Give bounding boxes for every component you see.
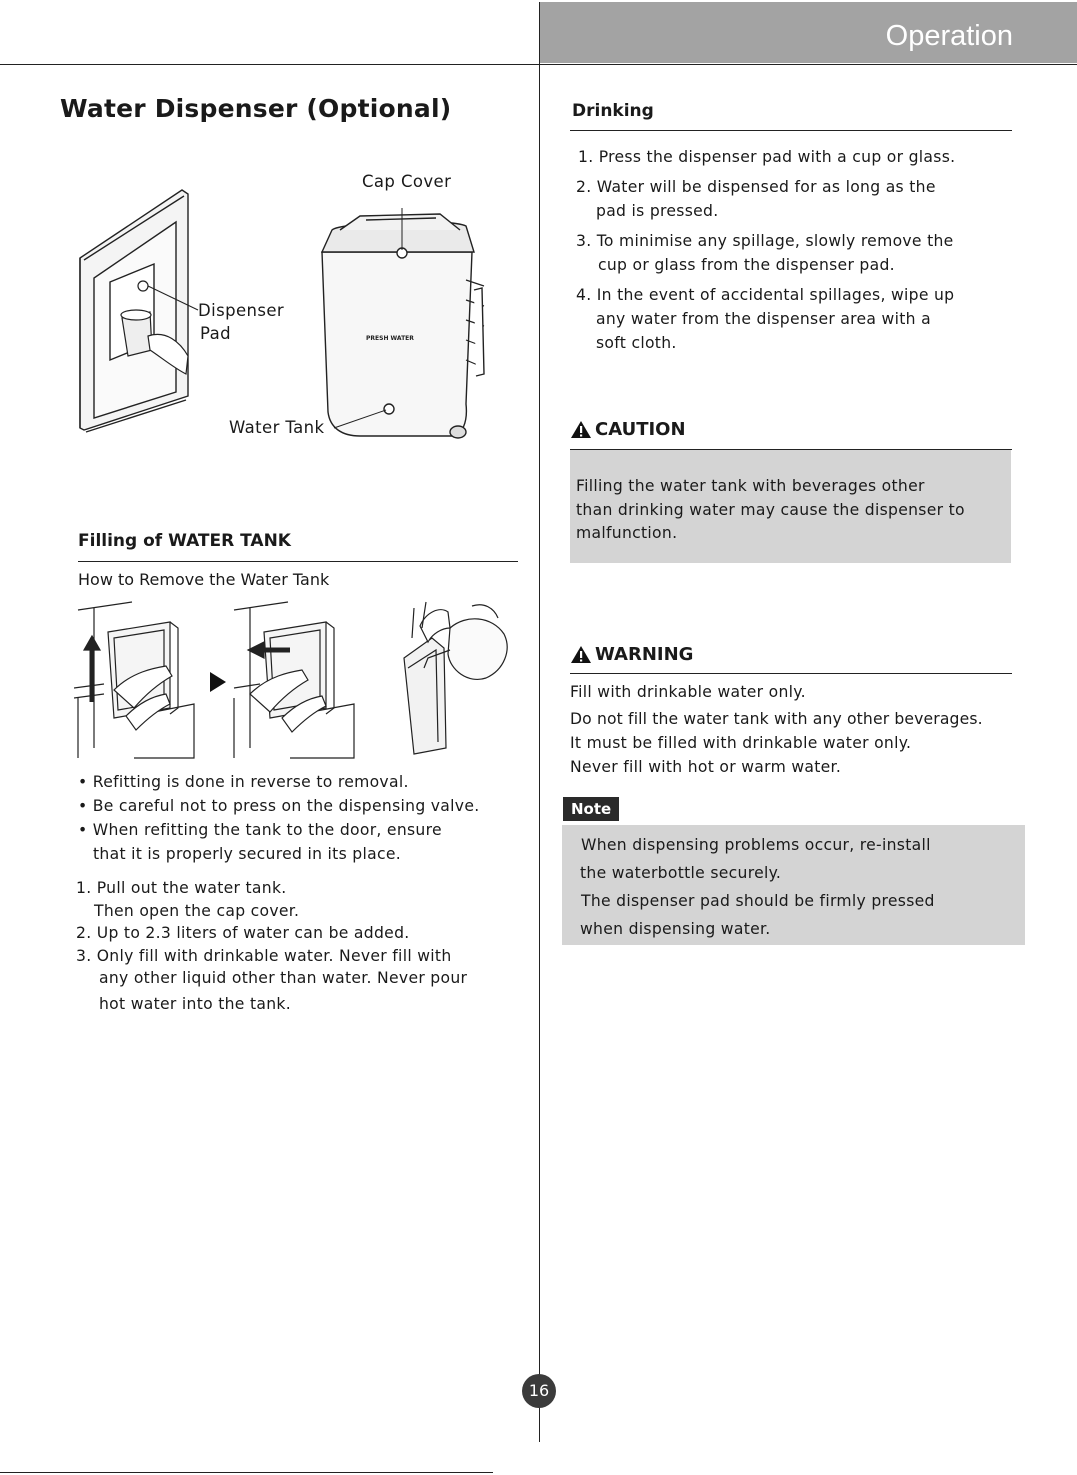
removal-illustration <box>74 598 514 762</box>
caution-line: than drinking water may cause the dispenser to <box>576 501 965 519</box>
dispenser-pad-label-line2: Pad <box>200 324 231 343</box>
step-panel-3 <box>404 602 507 754</box>
filling-steps <box>76 877 516 1015</box>
filling-rule <box>78 561 518 562</box>
step-item: cup or glass from the dispenser pad. <box>598 256 895 274</box>
filling-heading: Filling of WATER TANK <box>78 531 291 551</box>
warning-triangle-icon <box>570 645 592 664</box>
note-line: The dispenser pad should be firmly pressed <box>581 892 935 910</box>
remove-subheading: How to Remove the Water Tank <box>78 570 330 589</box>
warning-line: Never fill with hot or warm water. <box>570 758 842 776</box>
warning-text <box>570 680 1030 779</box>
dispenser-pad-label-line1: Dispenser <box>198 301 285 320</box>
step-item: 1. Press the dispenser pad with a cup or glass. <box>578 148 956 166</box>
dispenser-illustration <box>70 160 510 450</box>
note-box <box>562 825 1025 945</box>
drinking-rule <box>570 130 1012 131</box>
bullet-item: • When refitting the tank to the door, ensure <box>78 821 442 839</box>
step-item: 2. Up to 2.3 liters of water can be added. <box>76 924 410 942</box>
arrow-right-icon <box>210 672 226 692</box>
step-item: 3. To minimise any spillage, slowly remove the <box>576 232 954 250</box>
caution-box <box>570 450 1011 563</box>
warning-header <box>570 644 693 665</box>
warning-line: Fill with drinkable water only. <box>570 683 806 701</box>
tank-brand-label: PRESH WATER <box>366 335 414 342</box>
cap-cover-label: Cap Cover <box>362 172 452 191</box>
bullet-item: that it is properly secured in its place. <box>93 845 401 863</box>
step-item: pad is pressed. <box>596 202 719 220</box>
caution-line: malfunction. <box>576 524 678 542</box>
caution-heading: CAUTION <box>595 419 686 440</box>
bullet-item: • Be careful not to press on the dispensing valve. <box>78 797 480 815</box>
step-panel-2 <box>234 602 354 758</box>
bullet-item: • Refitting is done in reverse to removal. <box>78 773 409 791</box>
water-tank-label: Water Tank <box>229 418 325 437</box>
step-item: Then open the cap cover. <box>94 901 300 920</box>
step-item: any water from the dispenser area with a <box>596 310 931 328</box>
warning-triangle-icon <box>570 420 592 439</box>
warning-line: It must be filled with drinkable water only. <box>570 734 912 752</box>
drinking-heading: Drinking <box>572 101 654 121</box>
page-number: 16 <box>522 1374 556 1408</box>
step-item: 4. In the event of accidental spillages, wipe up <box>576 286 955 304</box>
note-line: the waterbottle securely. <box>580 864 782 882</box>
warning-line: Do not fill the water tank with any other beverages. <box>570 710 983 728</box>
refit-bullets <box>78 770 518 866</box>
header-band <box>540 2 1077 63</box>
step-item: any other liquid other than water. Never pour <box>99 969 468 987</box>
warning-heading: WARNING <box>595 644 694 665</box>
drinking-steps <box>578 145 1018 355</box>
step-item: 1. Pull out the water tank. <box>76 879 287 897</box>
water-tank-drawing <box>322 214 484 438</box>
step-panel-1 <box>74 602 194 758</box>
section-title: Operation <box>885 20 1013 52</box>
step-item: soft cloth. <box>596 334 677 352</box>
caution-header <box>570 419 686 440</box>
page-title: Water Dispenser (Optional) <box>60 94 452 123</box>
footer-rule <box>0 1472 493 1473</box>
step-item: 2. Water will be dispensed for as long as the <box>576 178 936 196</box>
step-item: hot water into the tank. <box>99 994 291 1013</box>
note-tag: Note <box>563 797 619 821</box>
note-line: When dispensing problems occur, re-install <box>581 836 931 854</box>
column-divider <box>539 2 540 1442</box>
warning-rule <box>570 673 1012 674</box>
caution-line: Filling the water tank with beverages other <box>576 477 925 495</box>
note-line: when dispensing water. <box>580 920 771 938</box>
step-item: 3. Only fill with drinkable water. Never fill with <box>76 946 452 965</box>
